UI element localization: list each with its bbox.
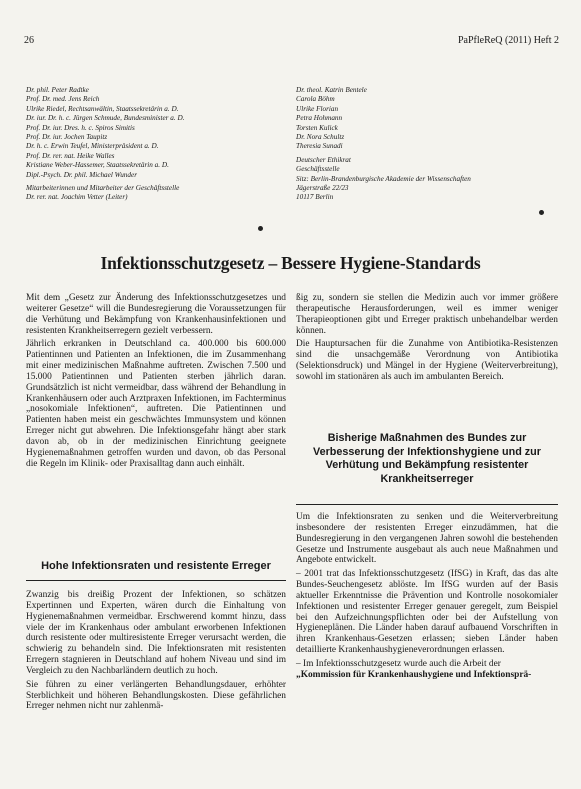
heading-line: Verhütung und Bekämpfung resistenter <box>325 459 529 471</box>
page-number: 26 <box>24 35 34 46</box>
list-item: – 2001 trat das Infektionsschutzgesetz (IfSG) in Kraft, das das alte Bundes-Seuchengesetz ablöste. Im IfSG wurden auf der Basis aktueller Erkenntnisse die Prävention und Kontrolle nosokomialer Infektionen und resistenter Erreger genauer geregelt, zum Beispiel bei den Aufzeichnungspflichten oder bei der Aufstellung von Hygieneplänen. Die Länder haben darauf aufbauend Vorschriften in ihren Krankenhaus-Gesetzen erlassen; sieben Länder haben detaillierte Krankenhaushygieneverordnungen erlassen. <box>296 569 558 656</box>
address-line: Geschäftsstelle <box>296 165 340 174</box>
address-line: Sitz: Berlin-Brandenburgische Akademie der Wissenschaften <box>296 174 471 183</box>
member-name: Dipl.-Psych. Dr. phil. Michael Wunder <box>26 170 137 179</box>
paragraph: ßig zu, sondern sie stellen die Medizin auch vor immer größere therapeutische Herausforderungen, weil es immer weniger Therapieoptionen gibt und Erreger praktisch unbehandelbar werden können. <box>296 293 558 336</box>
council-members-list <box>26 86 286 203</box>
member-name: Prof. Dr. iur. Dres. h. c. Spiros Simitis <box>26 123 135 132</box>
member-name: Dr. h. c. Erwin Teufel, Ministerpräsident a. D. <box>26 142 159 151</box>
bullet-mark <box>258 226 263 231</box>
article-title: Infektionsschutzgesetz – Bessere Hygiene-Standards <box>100 253 481 273</box>
section-heading: Hohe Infektionsraten und resistente Erreger <box>26 560 286 581</box>
section-heading <box>296 432 558 486</box>
paragraph: Zwanzig bis dreißig Prozent der Infektionen, so schätzen Expertinnen und Experten, wären durch die Einhaltung von Hygienemaßnahmen vermeidbar. Erschwerend kommt hinzu, dass viele der im Krankenhaus oder ambulant erworbenen Infektionen durch resistente oder multiresistente Erreger verursacht werden, die schwierig zu behandeln sind. Die Infektionsraten mit resistenten Erregern stagnieren in Deutschland auf hohem Niveau und sind im Vergleich zu den Nachbarländern deutlich zu hoch. <box>26 590 286 676</box>
member-name: Prof. Dr. iur. Jochen Taupitz <box>26 133 108 142</box>
journal-name: PaPfleReQ (2011) Heft 2 <box>458 35 559 46</box>
member-name: Prof. Dr. rer. nat. Heike Walles <box>26 151 115 160</box>
member-name: Prof. Dr. med. Jens Reich <box>26 95 100 104</box>
paragraph: Um die Infektionsraten zu senken und die Weiterverbreitung insbesondere der resistenten Erreger einzudämmen, hat die Bundesregierung in den vergangenen Jahren sowohl die bestehenden Gesetze und Instrumente ausgebaut als auch neue Maßnahmen und Angebote entwickelt. <box>296 512 558 566</box>
left-column-continued <box>26 590 286 715</box>
paragraph: Jährlich erkranken in Deutschland ca. 400.000 bis 600.000 Patientinnen und Patienten an Infektionen, die im Zusammenhang mit einer medizinischen Maßnahme auftreten. Zwischen 7.500 und 15.000 Patientinnen und Patienten sterben jährlich daran. Grundsätzlich ist nicht vermeidbar, dass während der Behandlung in Krankenhäusern oder auch Arztpraxen Infektionen, im Fachterminus „nosokomiale Infektionen“, auftreten. Die Patientinnen und Patienten haben meist ein geschwächtes Immunsystem und können Erreger nicht gut abwehren. Die Infektionsgefahr hängt aber stark davon ab, ob in der medizinischen Einrichtung geeignete Hygienemaßnahmen getroffen wurden und davon, ob das Personal die Regeln im Klinik- oder Praxisalltag dann auch einhält. <box>26 339 286 469</box>
staff-name: Dr. theol. Katrin Bentele <box>296 86 367 94</box>
member-name: Dr. iur. Dr. h. c. Jürgen Schmude, Bundesminister a. D. <box>26 114 185 123</box>
address-line: Deutscher Ethikrat <box>296 155 351 164</box>
staff-name: Petra Hohmann <box>296 114 343 123</box>
paragraph: Sie führen zu einer verlängerten Behandlungsdauer, erhöhter Sterblichkeit und höheren Behandlungskosten. Diese gefährlichen Erreger nehmen nicht nur zahlenmä- <box>26 679 286 712</box>
member-name: Kristiane Weber-Hassemer, Staatssekretärin a. D. <box>26 161 169 170</box>
address-line: Jägerstraße 22/23 <box>296 184 349 193</box>
left-column <box>26 293 286 473</box>
address-line: 10117 Berlin <box>296 193 334 202</box>
staff-name: Carola Böhm <box>296 95 335 104</box>
staff-name: Torsten Kulick <box>296 123 338 132</box>
right-column <box>296 293 558 386</box>
staff-name: Ulrike Florian <box>296 104 339 113</box>
list-item: – Im Infektionsschutzgesetz wurde auch die Arbeit der <box>296 658 501 669</box>
staff-heading: Mitarbeiterinnen und Mitarbeiter der Geschäftsstelle <box>26 184 180 193</box>
right-column-continued <box>296 512 558 681</box>
member-name: Ulrike Riedel, Rechtsanwältin, Staatssekretärin a. D. <box>26 104 179 113</box>
heading-line: Krankheitserreger <box>380 472 474 485</box>
heading-line: Bisherige Maßnahmen des Bundes zur <box>327 432 527 444</box>
bullet-mark <box>539 210 544 215</box>
paragraph: Die Hauptursachen für die Zunahme von Antibiotika-Resistenzen sind die unsachgemäße Verordnung von Antibiotika (Selektionsdruck) und Mängel in der Hygiene (Weiterverbreitung), sowohl im stationären als auch im ambulanten Bereich. <box>296 339 558 382</box>
staff-name: Theresia Sunadi <box>296 142 343 151</box>
heading-line: Verbesserung der Infektionshygiene und zur <box>313 445 541 458</box>
heading-rule <box>296 504 558 505</box>
member-name: Dr. phil. Peter Radtke <box>26 86 89 94</box>
commission-name: „Kommission für Krankenhaushygiene und Infektionsprä- <box>296 669 532 680</box>
paragraph: Mit dem „Gesetz zur Änderung des Infektionsschutzgesetzes und weiterer Gesetze“ will die Bundesregierung die Voraussetzungen für die Verhütung und Bekämpfung von Krankenhausinfektionen und resistenten Krankheitserregern gezielt verbessern. <box>26 293 286 336</box>
staff-name: Dr. Nora Schultz <box>296 133 345 142</box>
staff-leader: Dr. rer. nat. Joachim Vetter (Leiter) <box>26 193 128 202</box>
staff-list <box>296 86 558 203</box>
